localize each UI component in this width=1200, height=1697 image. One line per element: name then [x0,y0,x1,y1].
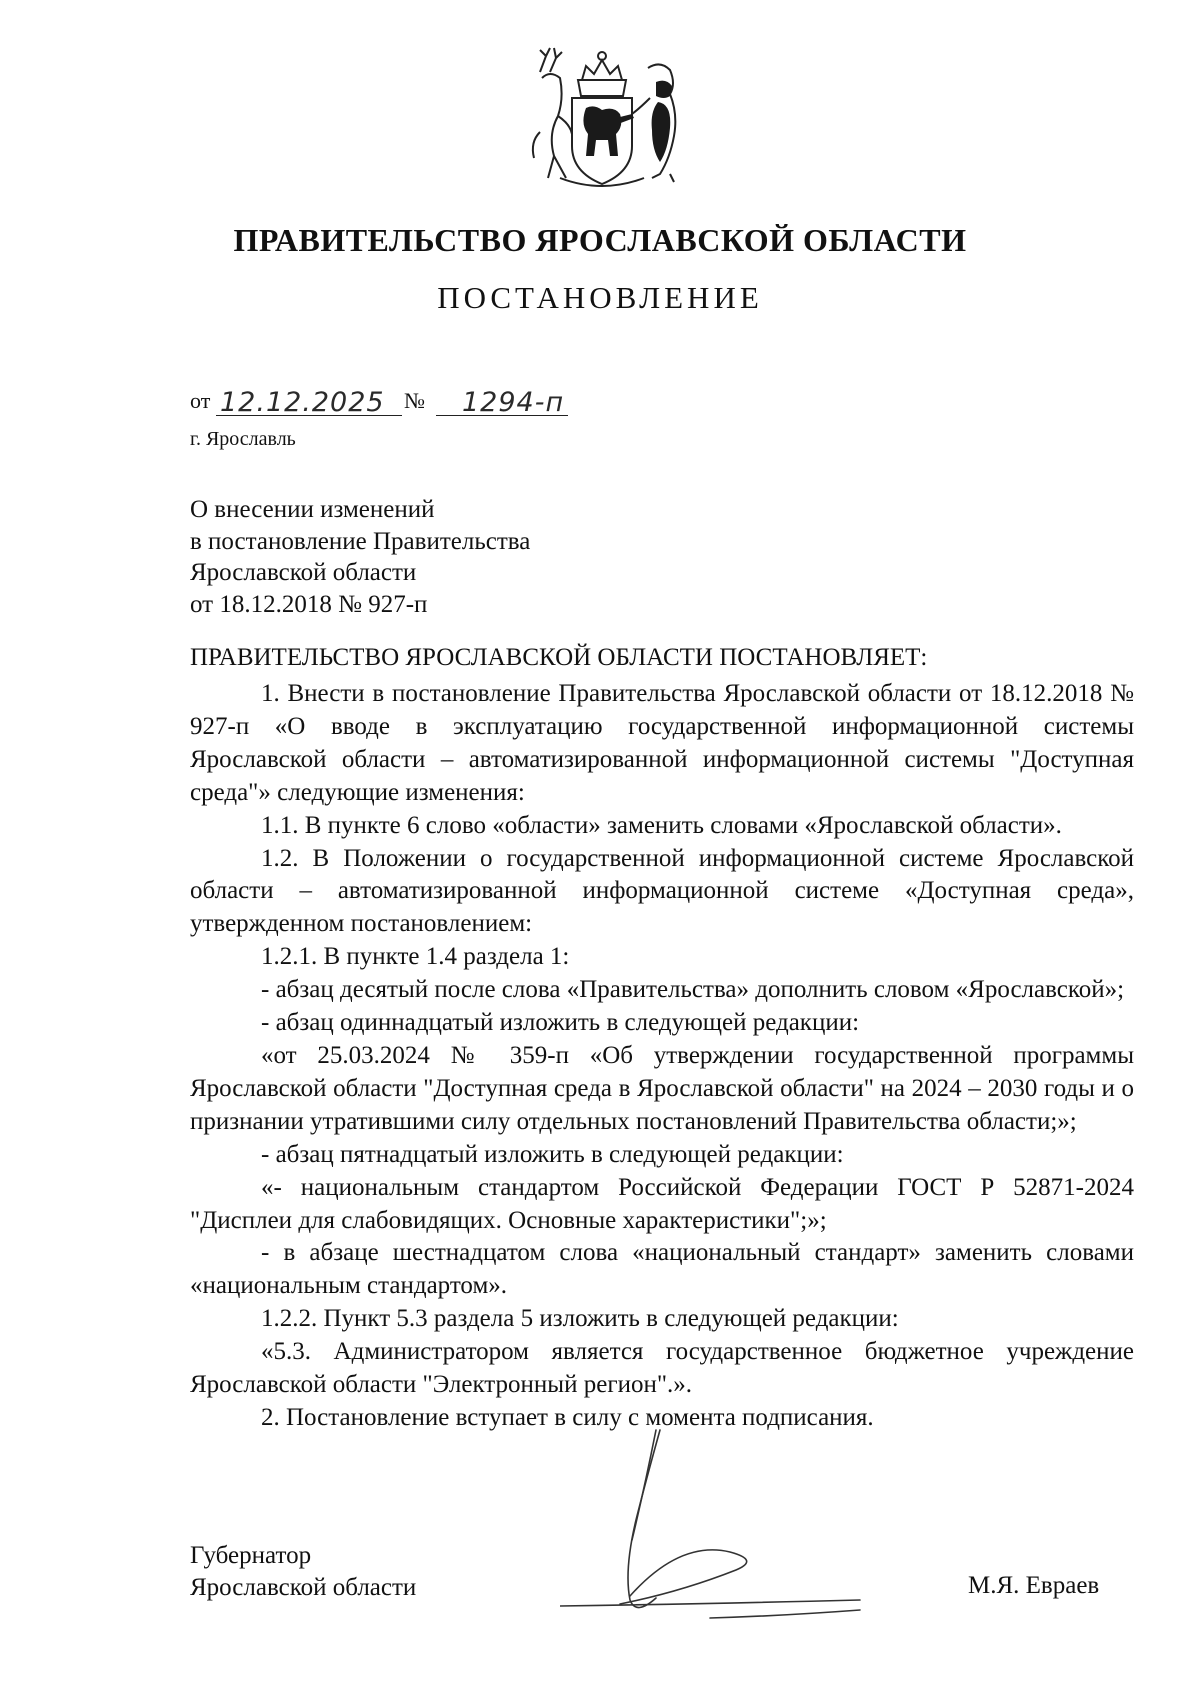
paragraph: - в абзаце шестнадцатом слова «национальный стандарт» заменить словами «национальным стандартом». [190,1239,1134,1300]
paragraph: - абзац пятнадцатый изложить в следующей редакции: [261,1140,844,1168]
paragraph: 1. Внести в постановление Правительства Ярославской области от 18.12.2018 № 927-п «О вводе в эксплуатацию государственной информационной системы Ярославской области – автоматизированной информационной системы "Доступная среда"» следующие изменения: [190,680,1134,806]
subject-line: О внесении изменений [190,496,435,523]
paragraph: 1.1. В пункте 6 слово «области» заменить словами «Ярославской области». [261,811,1062,839]
document-type: ПОСТАНОВЛЕНИЕ [437,280,763,315]
document-subject [190,494,750,620]
paragraph: - абзац десятый после слова «Правительства» дополнить словом «Ярославской»; [261,976,1125,1004]
coat-of-arms-icon [520,38,684,190]
date-prefix: от [190,388,211,413]
signatory-name: М.Я. Евраев [968,1572,1100,1599]
paragraph: 1.2. В Положении о государственной информационной системе Ярославской области – автоматизированной информационной системе «Доступная среда», утвержденном постановлением: [190,844,1134,938]
signatory-title-line: Ярославской области [190,1573,417,1601]
subject-line: в постановление Правительства [190,527,531,555]
paragraph: «5.3. Администратором является государственное бюджетное учреждение Ярославской области "Электронный регион".». [190,1338,1134,1399]
signature-icon [560,1420,890,1630]
paragraph: 1.2.2. Пункт 5.3 раздела 5 изложить в следующей редакции: [261,1305,899,1333]
government-title: ПРАВИТЕЛЬСТВО ЯРОСЛАВСКОЙ ОБЛАСТИ [233,222,967,258]
paragraph: 2. Постановление вступает в силу с момента подписания. [261,1403,874,1431]
paragraph: - абзац одиннадцатый изложить в следующей редакции: [261,1009,860,1037]
paragraph: «- национальным стандартом Российской Федерации ГОСТ Р 52871-2024 "Дисплеи для слабовидящих. Основные характеристики";»; [190,1173,1134,1234]
number-prefix: № [404,388,425,413]
paragraph: «от 25.03.2024 № 359-п «Об утверждении государственной программы Ярославской области "Доступная среда в Ярославской области" на 2024 – 2030 годы и о признании утратившими силу отдельных постановлений Правительства области;»; [190,1041,1134,1135]
city: г. Ярославль [190,428,296,450]
paragraph: 1.2.1. В пункте 1.4 раздела 1: [261,943,570,971]
handwritten-number: 1294-п [462,387,565,418]
subject-line: от 18.12.2018 № 927-п [190,590,428,618]
signatory-title-line: Губернатор [190,1542,312,1569]
decree-body [190,678,1134,1435]
signatory-title [190,1540,416,1603]
handwritten-date: 12.12.2025 [220,387,385,418]
decree-heading: ПРАВИТЕЛЬСТВО ЯРОСЛАВСКОЙ ОБЛАСТИ ПОСТАНОВЛЯЕТ: [190,644,928,671]
subject-line: Ярославской области [190,559,417,586]
